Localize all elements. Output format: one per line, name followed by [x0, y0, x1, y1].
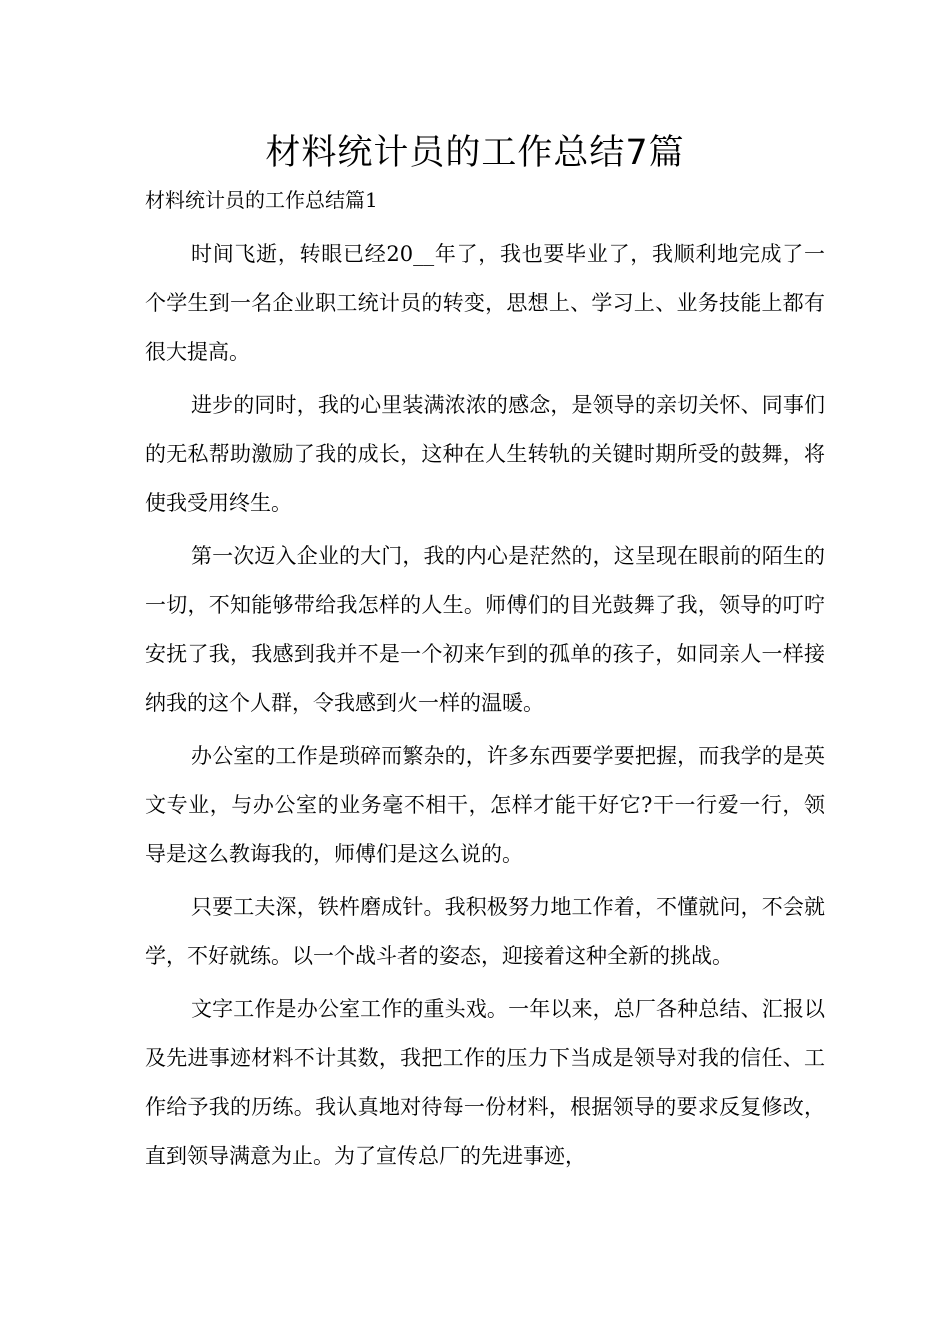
- paragraph-3: 第一次迈入企业的大门，我的内心是茫然的，这呈现在眼前的陌生的一切，不知能够带给我怎样的人生。师傅们的目光鼓舞了我，领导的叮咛安抚了我，我感到我并不是一个初来乍到的孤单的孩子，如同亲人一样接纳我的这个人群，令我感到火一样的温暖。: [145, 544, 825, 715]
- section-heading: 材料统计员的工作总结篇1: [145, 188, 378, 212]
- document-body: [145, 230, 825, 1185]
- paragraph-5: 只要工夫深，铁杵磨成针。我积极努力地工作着，不懂就问，不会就学，不好就练。以一个战斗者的姿态，迎接着这种全新的挑战。: [145, 895, 825, 968]
- paragraph-2: 进步的同时，我的心里装满浓浓的感念，是领导的亲切关怀、同事们的无私帮助激励了我的成长，这种在人生转轨的关键时期所受的鼓舞，将使我受用终生。: [145, 393, 825, 515]
- document-title: 材料统计员的工作总结7篇: [265, 133, 685, 173]
- paragraph-1: 时间飞逝，转眼已经20__年了，我也要毕业了，我顺利地完成了一个学生到一名企业职工统计员的转变，思想上、学习上、业务技能上都有很大提高。: [145, 242, 825, 364]
- paragraph-4: 办公室的工作是琐碎而繁杂的，许多东西要学要把握，而我学的是英文专业，与办公室的业务毫不相干，怎样才能干好它?干一行爱一行，领导是这么教诲我的，师傅们是这么说的。: [145, 744, 825, 866]
- paragraph-6: 文字工作是办公室工作的重头戏。一年以来，总厂各种总结、汇报以及先进事迹材料不计其数，我把工作的压力下当成是领导对我的信任、工作给予我的历练。我认真地对待每一份材料，根据领导的要求反复修改，直到领导满意为止。为了宣传总厂的先进事迹，: [145, 997, 825, 1168]
